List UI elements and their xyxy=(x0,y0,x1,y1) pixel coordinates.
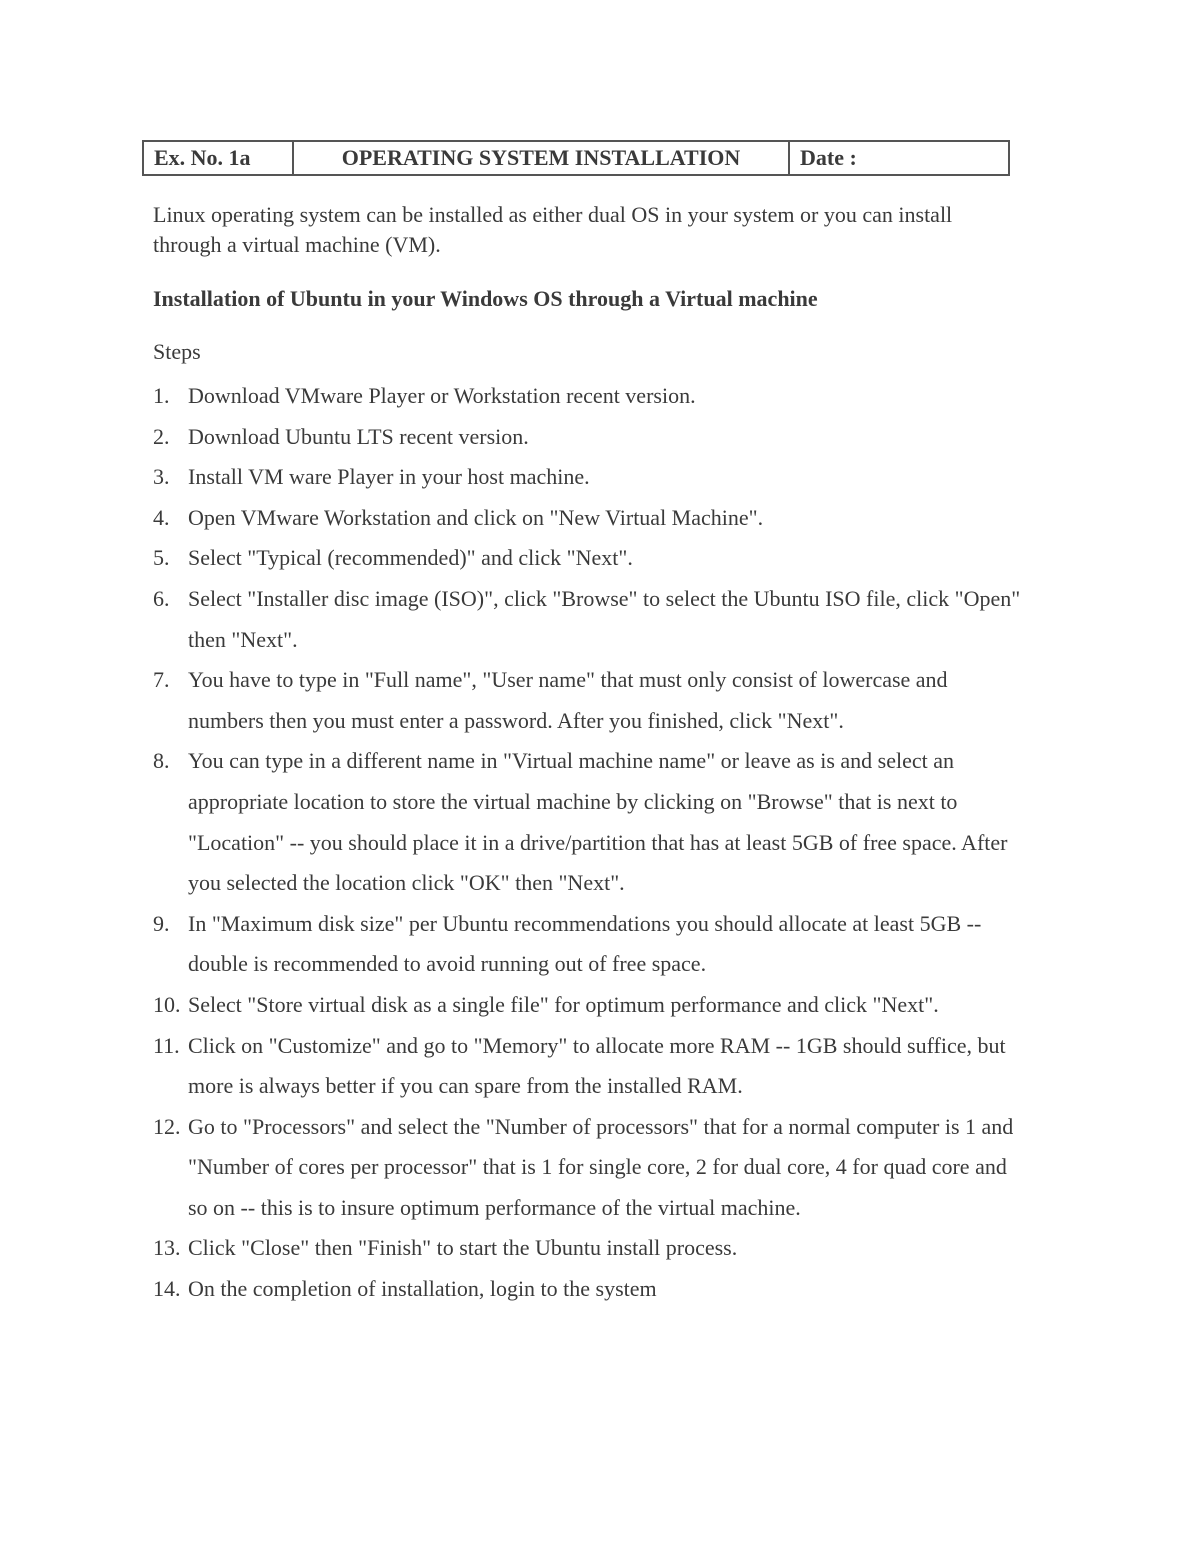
step-number: 7. xyxy=(153,667,170,693)
date-field: Date : xyxy=(800,145,857,170)
step-text: Download Ubuntu LTS recent version. xyxy=(188,423,529,449)
step-text: Click "Close" then "Finish" to start the Ubuntu install process. xyxy=(188,1235,738,1261)
step-text: You have to type in "Full name", "User name" that must only consist of lowercase and numbers then you must enter a password. After you finished, click "Next". xyxy=(188,667,948,733)
step-item xyxy=(153,1026,1028,1107)
step-item xyxy=(153,457,1028,498)
step-text: In "Maximum disk size" per Ubuntu recommendations you should allocate at least 5GB -- double is recommended to avoid running out of free space. xyxy=(188,910,982,977)
step-item xyxy=(153,1228,1028,1269)
step-text: Click on "Customize" and go to "Memory" to allocate more RAM -- 1GB should suffice, but more is always better if you can spare from the installed RAM. xyxy=(188,1032,1006,1099)
step-text: Go to "Processors" and select the "Number of processors" that for a normal computer is 1 and "Number of cores per processor" that is 1 for single core, 2 for dual core, 4 for quad core and so on -- this is to insure optimum performance of the virtual machine. xyxy=(188,1113,1014,1220)
step-number: 1. xyxy=(153,383,170,408)
step-item xyxy=(153,538,1028,579)
exercise-title: OPERATING SYSTEM INSTALLATION xyxy=(294,142,790,174)
exercise-number: Ex. No. 1a xyxy=(144,142,294,174)
exercise-header-table xyxy=(142,140,1010,176)
step-number: 10. xyxy=(153,991,181,1017)
step-number: 8. xyxy=(153,748,170,774)
step-number: 3. xyxy=(153,464,170,490)
step-number: 12. xyxy=(153,1113,181,1139)
step-text: Select "Typical (recommended)" and click "Next". xyxy=(188,545,633,571)
step-number: 14. xyxy=(153,1276,181,1302)
step-item xyxy=(153,579,1028,660)
step-text: On the completion of installation, login to the system xyxy=(188,1276,657,1302)
intro-paragraph: Linux operating system can be installed as either dual OS in your system or you can install through a virtual machine (VM). xyxy=(153,202,953,257)
step-text: Open VMware Workstation and click on "New Virtual Machine". xyxy=(188,504,764,530)
step-item xyxy=(153,985,1028,1026)
step-number: 13. xyxy=(153,1235,181,1261)
step-item xyxy=(153,376,1028,417)
step-number: 2. xyxy=(153,423,170,449)
step-text: Select "Store virtual disk as a single file" for optimum performance and click "Next". xyxy=(188,991,939,1017)
steps-label: Steps xyxy=(153,339,201,364)
step-item xyxy=(153,741,1028,903)
step-number: 11. xyxy=(153,1032,180,1058)
step-item xyxy=(153,498,1028,539)
section-heading: Installation of Ubuntu in your Windows OS through a Virtual machine xyxy=(153,286,818,311)
step-item xyxy=(153,417,1028,458)
step-item xyxy=(153,1269,1028,1310)
step-number: 5. xyxy=(153,545,170,571)
step-text: Install VM ware Player in your host machine. xyxy=(188,464,590,490)
step-number: 6. xyxy=(153,585,170,611)
step-number: 9. xyxy=(153,910,170,936)
step-text: Download VMware Player or Workstation recent version. xyxy=(188,383,696,408)
step-text: Select "Installer disc image (ISO)", click "Browse" to select the Ubuntu ISO file, click "Open" then "Next". xyxy=(188,585,1021,652)
step-item xyxy=(153,1107,1028,1229)
step-number: 4. xyxy=(153,504,170,530)
step-item xyxy=(153,660,1028,741)
step-item xyxy=(153,904,1028,985)
steps-list xyxy=(153,376,1028,1310)
step-text: You can type in a different name in "Virtual machine name" or leave as is and select an appropriate location to store the virtual machine by clicking on "Browse" that is next to "Location" -- you should place it in a drive/partition that has at least 5GB of free space. After you selected the location click "OK" then "Next". xyxy=(188,748,1008,896)
